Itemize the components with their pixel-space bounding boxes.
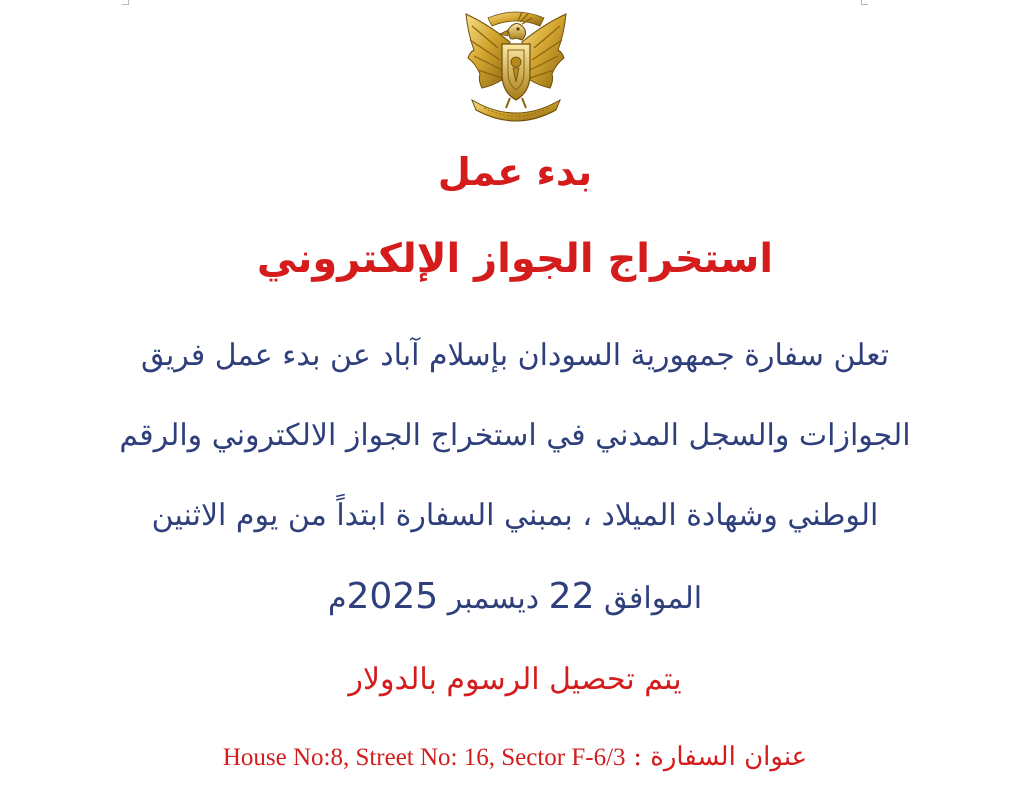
announcement-body-line-1: تعلن سفارة جمهورية السودان بإسلام آباد عن بدء عمل فريق <box>140 338 890 373</box>
date-day: 22 <box>548 576 595 617</box>
date-year: 2025 <box>346 576 439 617</box>
page-corner-mark-left <box>122 0 129 5</box>
address-value: House No:8, Street No: 16, Sector F-6/3 <box>222 744 626 771</box>
page-corner-mark-right <box>861 0 868 5</box>
address-label: عنوان السفارة : <box>633 742 808 772</box>
date-month: ديسمبر <box>447 581 540 616</box>
announcement-body-line-2: الجوازات والسجل المدني في استخراج الجواز الالكتروني والرقم <box>119 418 911 453</box>
embassy-address <box>60 742 970 772</box>
announcement-title-line-2: استخراج الجواز الإلكتروني <box>256 236 774 282</box>
date-prefix: الموافق <box>604 581 703 616</box>
announcement-title-line-1: بدء عمل <box>437 150 593 194</box>
announcement-date-line <box>60 576 970 617</box>
sudan-emblem-icon <box>458 4 574 128</box>
date-suffix: م <box>327 581 347 616</box>
fees-note: يتم تحصيل الرسوم بالدولار <box>348 662 682 697</box>
announcement-body-line-3: الوطني وشهادة الميلاد ، بمبني السفارة ابتداً من يوم الاثنين <box>151 498 879 533</box>
